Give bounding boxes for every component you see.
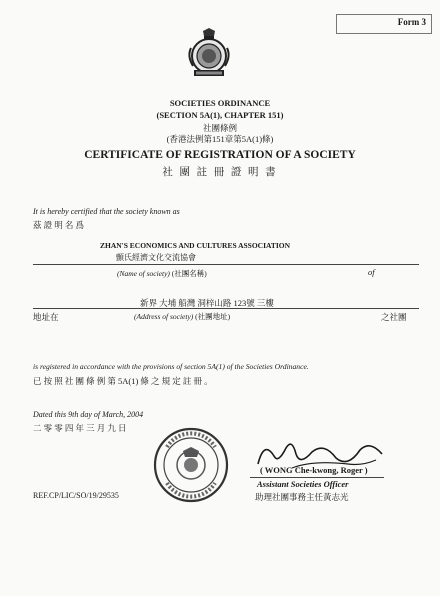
officer-name: ( WONG Che-kwong, Roger ) — [260, 465, 368, 475]
form-number: Form 3 — [397, 17, 426, 27]
society-address: 新界 大埔 船灣 洞梓山路 123號 三樓 — [140, 298, 274, 308]
address-label — [134, 311, 230, 322]
name-label-en: (Name of society) — [117, 269, 170, 278]
society-name-zh: 顫氏經濟文化交流協會 — [116, 253, 196, 262]
registration-text-zh: 已 按 照 社 團 條 例 第 5A(1) 條 之 規 定 註 冊 。 — [33, 376, 213, 386]
name-label — [117, 268, 207, 279]
official-seal-icon — [153, 427, 229, 503]
ordinance-title: SOCIETIES ORDINANCE — [169, 98, 271, 108]
certificate-title-zh: 社 團 註 冊 證 明 書 — [162, 167, 278, 178]
ordinance-section: (SECTION 5A(1), CHAPTER 151) — [156, 110, 284, 120]
registration-text: is registered in accordance with the provisions of section 5A(1) of the Societies Ordinance. — [33, 362, 309, 371]
reference-number: REF.CP/LIC/SO/19/29535 — [33, 491, 119, 500]
address-prefix: 地址在 — [33, 312, 59, 322]
society-name: ZHAN'S ECONOMICS AND CULTURES ASSOCIATION — [100, 241, 291, 250]
date-text-zh: 二 零 零 四 年 三 月 九 日 — [33, 423, 127, 433]
address-label-zh: (社團地址) — [195, 312, 231, 321]
officer-title-zh: 助理社團事務主任黃志光 — [255, 492, 349, 502]
name-label-zh: (社團名稱) — [171, 269, 207, 278]
signature-underline — [250, 477, 384, 478]
ordinance-section-zh: (香港法例第151章第5A(1)條) — [166, 134, 274, 144]
name-underline — [33, 264, 419, 265]
police-crest-icon — [185, 28, 233, 78]
ordinance-title-zh: 社團條例 — [202, 123, 237, 133]
certificate-title: CERTIFICATE OF REGISTRATION OF A SOCIETY — [84, 149, 356, 161]
date-text: Dated this 9th day of March, 2004 — [33, 410, 144, 419]
officer-title: Assistant Societies Officer — [257, 479, 349, 489]
address-underline — [33, 308, 419, 309]
address-label-en: (Address of society) — [134, 312, 194, 321]
certify-text: It is hereby certified that the society known as — [33, 207, 180, 216]
certify-text-zh: 茲 證 明 名 爲 — [33, 220, 85, 230]
address-suffix: 之社團 — [381, 312, 407, 322]
of-text: of — [368, 267, 375, 277]
